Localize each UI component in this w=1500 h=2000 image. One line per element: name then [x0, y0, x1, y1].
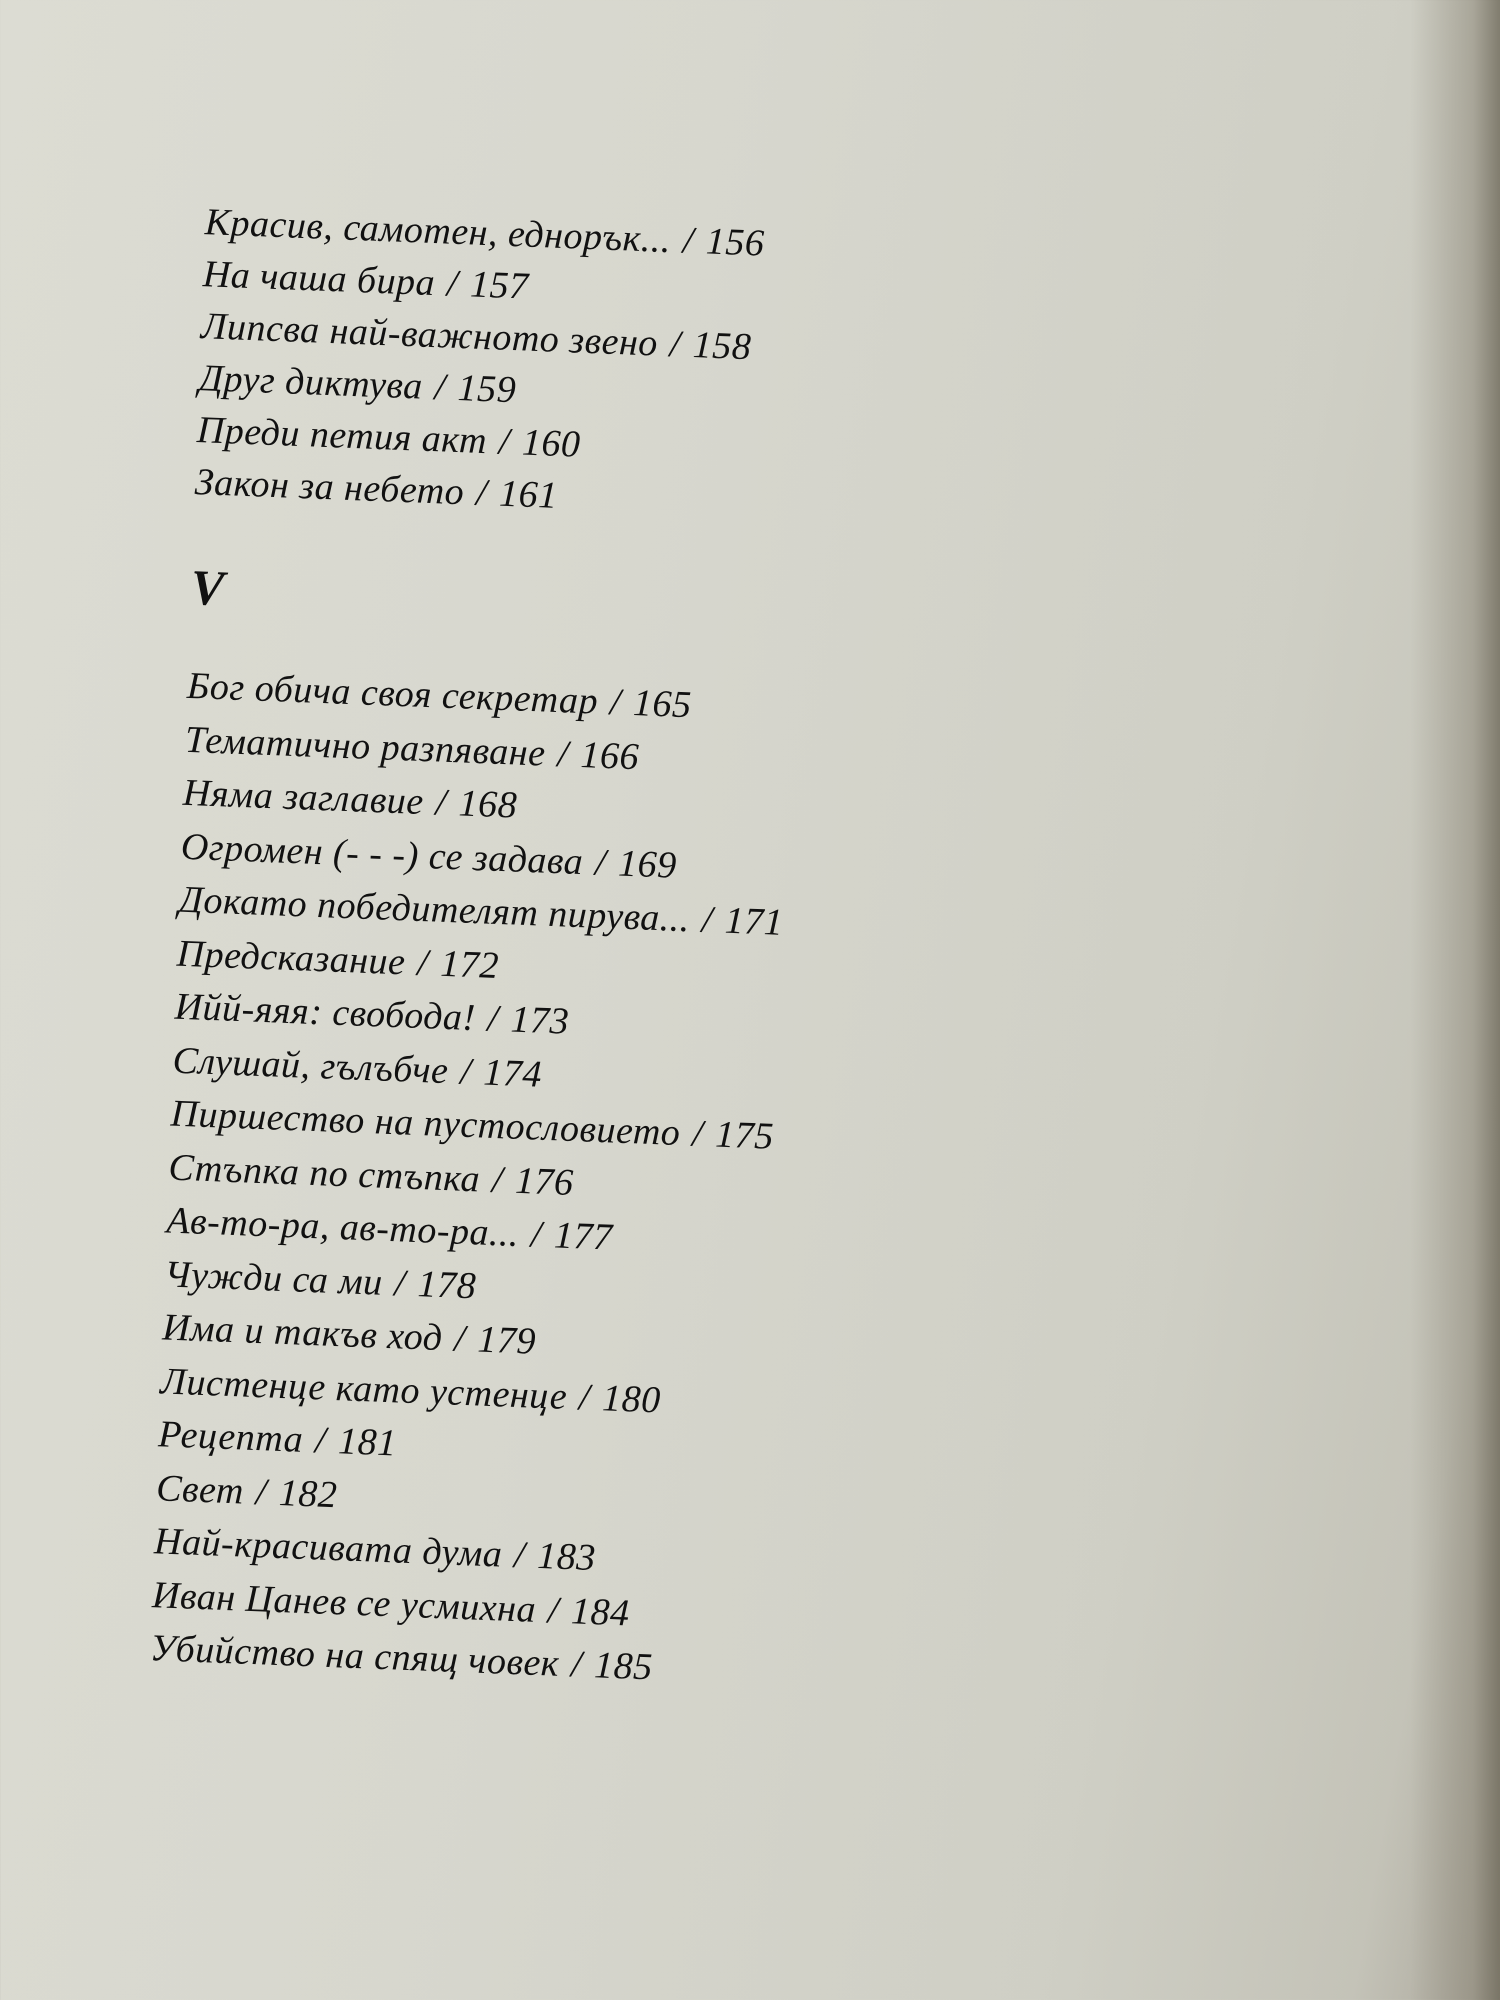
entry-separator: /	[255, 1470, 268, 1513]
page-gutter-shadow	[1410, 0, 1500, 2000]
entry-title: Свет	[155, 1466, 245, 1513]
entry-title: На чаша бира	[202, 253, 436, 305]
entry-page: 175	[714, 1113, 775, 1158]
entry-title: Огромен (- - -) се задава	[180, 825, 585, 883]
entry-page: 168	[457, 782, 519, 827]
entry-title: Красив, самотен, еднорък...	[204, 201, 672, 262]
entry-title: Чужди са ми	[163, 1252, 384, 1304]
entry-page: 182	[278, 1471, 339, 1516]
entry-title: Пиршество на пустословието	[169, 1092, 682, 1155]
entry-separator: /	[475, 471, 489, 515]
entry-title: Бог обича своя секретар	[186, 664, 599, 723]
section-numeral: V	[189, 558, 226, 617]
entry-separator: /	[691, 1112, 705, 1155]
entry-title: Закон за небето	[194, 461, 466, 514]
entry-title: Рецепта	[157, 1413, 304, 1461]
entry-separator: /	[682, 219, 695, 262]
entry-page: 159	[456, 367, 518, 412]
entry-title: Слушай, гълъбче	[171, 1039, 450, 1092]
entry-page: 184	[570, 1589, 631, 1634]
entry-separator: /	[433, 366, 447, 409]
entry-separator: /	[498, 420, 511, 464]
entry-separator: /	[547, 1588, 560, 1632]
entry-separator: /	[570, 1643, 584, 1686]
entry-separator: /	[513, 1534, 527, 1577]
toc-section-previous	[194, 196, 766, 529]
entry-page: 185	[593, 1644, 654, 1689]
entry-separator: /	[393, 1261, 407, 1305]
entry-page: 172	[439, 942, 500, 987]
entry-page: 174	[482, 1051, 543, 1096]
entry-page: 173	[509, 998, 570, 1043]
entry-separator: /	[609, 681, 622, 724]
entry-page: 158	[692, 324, 753, 369]
entry-page: 156	[705, 220, 766, 265]
entry-page: 169	[617, 842, 678, 887]
entry-page: 181	[337, 1420, 398, 1465]
entry-separator: /	[530, 1213, 543, 1256]
entry-separator: /	[453, 1317, 467, 1361]
entry-title: Ийй-яяя: свобода!	[173, 985, 477, 1040]
entry-title: Убийство на спящ човек	[149, 1627, 560, 1685]
entry-separator: /	[491, 1158, 504, 1201]
entry-separator: /	[486, 997, 500, 1041]
entry-separator: /	[416, 941, 430, 984]
entry-title: Докато победителят пирува...	[178, 878, 691, 941]
entry-page: 157	[469, 263, 530, 308]
entry-title: Преди петия акт	[196, 409, 488, 463]
entry-title: Няма заглавие	[182, 771, 425, 824]
entry-separator: /	[578, 1375, 592, 1419]
entry-page: 161	[498, 472, 559, 517]
entry-separator: /	[446, 262, 459, 305]
entry-title: Друг диктува	[198, 357, 424, 408]
entry-page: 180	[601, 1376, 662, 1422]
toc-section-v	[149, 660, 792, 1699]
entry-separator: /	[701, 898, 714, 942]
entry-separator: /	[459, 1050, 473, 1093]
entry-page: 166	[579, 733, 640, 778]
entry-page: 160	[521, 421, 582, 466]
entry-title: Има и такъв ход	[161, 1306, 444, 1360]
entry-page: 165	[632, 681, 693, 727]
entry-page: 177	[553, 1214, 614, 1259]
entry-title: Иван Цанев се усмихна	[151, 1573, 537, 1631]
entry-page: 179	[476, 1318, 537, 1363]
entry-separator: /	[669, 323, 682, 366]
entry-separator: /	[434, 781, 448, 824]
entry-title: Най-красивата дума	[153, 1520, 504, 1576]
entry-title: Листенце като устенце	[159, 1359, 568, 1418]
entry-page: 176	[514, 1159, 575, 1204]
entry-separator: /	[594, 841, 608, 884]
entry-page: 171	[724, 899, 785, 944]
entry-title: Предсказание	[176, 932, 407, 983]
entry-page: 178	[416, 1262, 477, 1307]
entry-title: Тематично разпяване	[184, 718, 547, 775]
entry-title: Стъпка по стъпка	[167, 1146, 481, 1200]
entry-title: Липсва най-важното звено	[200, 305, 659, 365]
entry-page: 183	[536, 1534, 597, 1580]
entry-title: Ав-то-ра, ав-то-ра...	[165, 1199, 520, 1255]
entry-separator: /	[556, 732, 570, 776]
entry-separator: /	[314, 1419, 328, 1462]
